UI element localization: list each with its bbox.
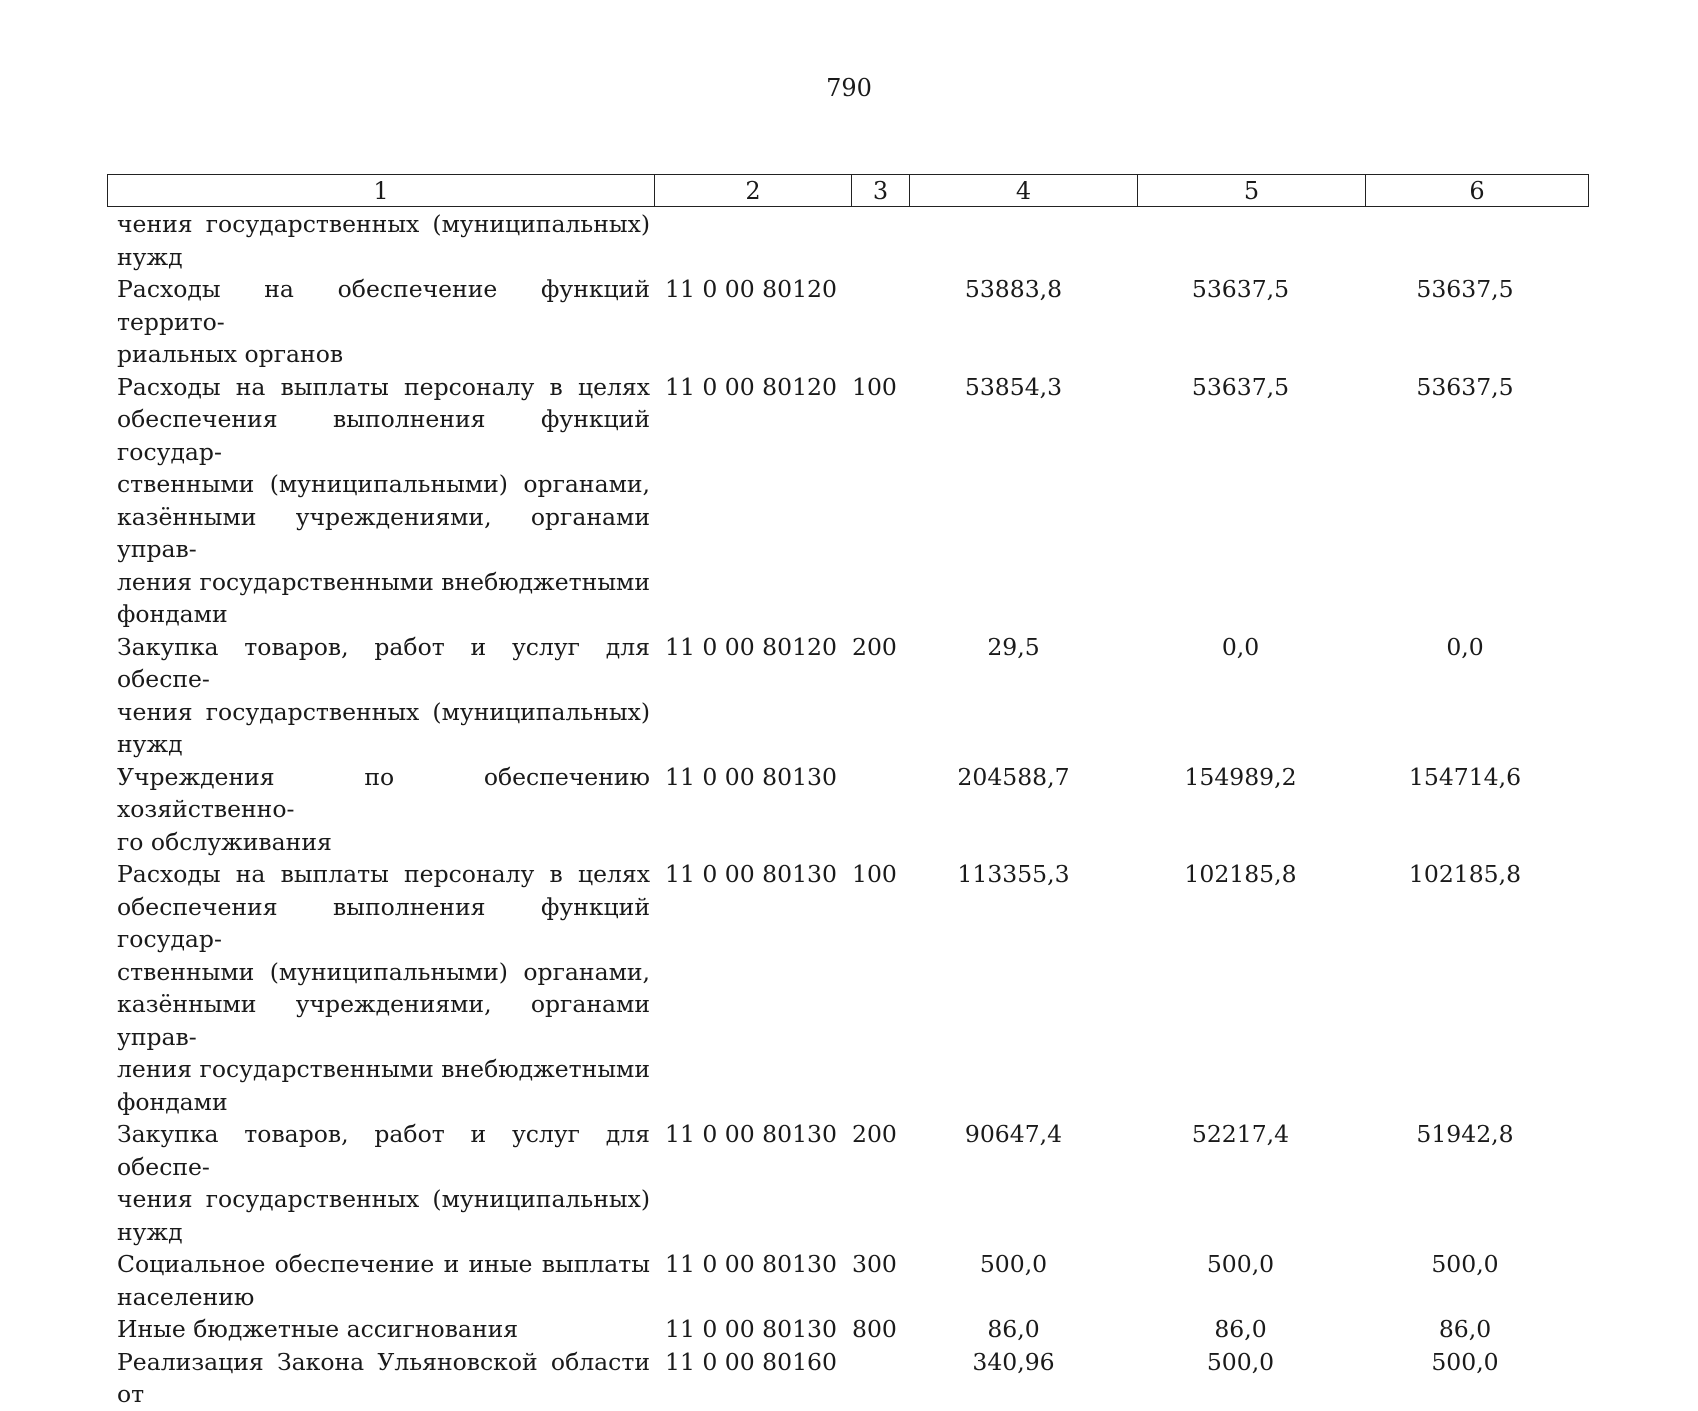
description-line: нужд <box>117 1217 183 1246</box>
description-line: фондами <box>117 600 228 628</box>
row-code: 11 0 00 80130 <box>665 1120 837 1148</box>
row-expense-type: 200 <box>852 1120 897 1148</box>
column-header-5: 5 <box>1138 175 1366 207</box>
description-line: Реализация Закона Ульяновской области от <box>117 1347 650 1408</box>
page-number: 790 <box>826 74 872 102</box>
column-header-4: 4 <box>910 175 1138 207</box>
description-line: обеспечения выполнения функций государ- <box>117 892 650 953</box>
row-code: 11 0 00 80120 <box>665 372 837 401</box>
table-row <box>107 761 1576 859</box>
description-line: чения государственных (муниципальных) <box>117 1185 650 1213</box>
description-line: ственными (муниципальными) органами, <box>117 470 650 498</box>
description-line: фондами <box>117 1087 228 1116</box>
row-expense-type: 200 <box>852 632 897 661</box>
row-value-col5: 0,0 <box>1221 632 1260 661</box>
description-line: населению <box>117 1282 255 1311</box>
row-value-col4: 53883,8 <box>964 275 1063 303</box>
row-value-col4 <box>900 208 1127 273</box>
row-value-col5: 154989,2 <box>1184 762 1297 791</box>
row-value-col5: 500,0 <box>1206 1347 1275 1376</box>
row-expense-type <box>843 761 900 859</box>
row-value-col6 <box>1354 208 1576 273</box>
column-header-2: 2 <box>655 175 852 207</box>
row-description <box>107 1248 650 1313</box>
description-line: чения государственных (муниципальных) <box>117 210 650 238</box>
row-expense-type: 100 <box>852 372 897 401</box>
row-code <box>650 208 843 273</box>
description-line: Социальное обеспечение и иные выплаты <box>117 1250 650 1278</box>
column-header-3: 3 <box>852 175 910 207</box>
row-description <box>107 631 650 761</box>
description-line: Расходы на выплаты персоналу в целях <box>117 372 650 401</box>
row-code: 11 0 00 80130 <box>665 1315 837 1343</box>
row-value-col4: 113355,3 <box>957 860 1070 888</box>
description-line: Закупка товаров, работ и услуг для обеспе- <box>117 1120 650 1181</box>
description-line: чения государственных (муниципальных) <box>117 697 650 726</box>
description-line: Расходы на выплаты персоналу в целях <box>117 860 650 888</box>
row-value-col4: 29,5 <box>987 632 1040 661</box>
description-line: нужд <box>117 242 183 271</box>
row-code: 11 0 00 80160 <box>665 1347 837 1376</box>
description-line: Закупка товаров, работ и услуг для обеспе- <box>117 632 650 693</box>
column-header-1: 1 <box>108 175 655 207</box>
description-line: го обслуживания <box>117 827 332 856</box>
column-header-row <box>108 175 1589 207</box>
row-expense-type <box>843 208 900 273</box>
row-expense-type <box>843 1346 900 1411</box>
row-description <box>107 371 650 631</box>
row-value-col5: 52217,4 <box>1191 1120 1290 1148</box>
row-value-col4: 204588,7 <box>957 762 1070 791</box>
row-expense-type: 100 <box>852 860 897 888</box>
row-code: 11 0 00 80120 <box>665 275 837 303</box>
budget-table-body <box>107 208 1576 1411</box>
row-value-col4: 86,0 <box>987 1315 1040 1343</box>
description-line: нужд <box>117 730 183 758</box>
row-code: 11 0 00 80130 <box>665 860 837 888</box>
row-expense-type: 800 <box>852 1315 897 1343</box>
row-value-col6: 53637,5 <box>1416 372 1514 401</box>
description-line: ственными (муниципальными) органами, <box>117 957 650 986</box>
description-line: риальных органов <box>117 340 344 368</box>
table-row <box>107 1346 1576 1411</box>
description-line: Иные бюджетные ассигнования <box>117 1315 519 1343</box>
row-expense-type: 300 <box>852 1250 897 1278</box>
description-line: обеспечения выполнения функций государ- <box>117 405 650 466</box>
description-line: казёнными учреждениями, органами управ- <box>117 502 650 563</box>
row-description <box>107 858 650 1118</box>
row-value-col4: 500,0 <box>979 1250 1048 1278</box>
row-description <box>107 761 650 859</box>
table-row <box>107 273 1576 371</box>
description-line: ления государственными внебюджетными <box>117 567 650 596</box>
description-line: казёнными учреждениями, органами управ- <box>117 990 650 1051</box>
row-code: 11 0 00 80130 <box>665 1250 837 1278</box>
row-value-col6: 86,0 <box>1438 1315 1492 1343</box>
row-description <box>107 1118 650 1248</box>
row-value-col4: 53854,3 <box>964 372 1063 401</box>
row-description <box>107 208 650 273</box>
row-description <box>107 1313 650 1346</box>
table-row <box>107 208 1576 273</box>
row-value-col5: 53637,5 <box>1191 372 1290 401</box>
row-value-col5: 500,0 <box>1206 1250 1275 1278</box>
row-value-col5: 86,0 <box>1214 1315 1267 1343</box>
table-row <box>107 631 1576 761</box>
description-line: Учреждения по обеспечению хозяйственно- <box>117 762 650 823</box>
row-code: 11 0 00 80120 <box>665 632 837 661</box>
row-value-col5 <box>1127 208 1354 273</box>
table-row <box>107 1313 1576 1346</box>
description-line: ления государственными внебюджетными <box>117 1055 650 1083</box>
row-value-col4: 340,96 <box>972 1347 1055 1376</box>
row-value-col6: 500,0 <box>1431 1250 1499 1278</box>
description-line: Расходы на обеспечение функций террито- <box>117 275 650 336</box>
row-value-col6: 102185,8 <box>1408 860 1522 888</box>
row-code: 11 0 00 80130 <box>665 762 837 791</box>
row-value-col5: 102185,8 <box>1184 860 1297 888</box>
row-value-col6: 51942,8 <box>1416 1120 1514 1148</box>
table-row <box>107 1248 1576 1313</box>
row-description <box>107 273 650 371</box>
table-row <box>107 1118 1576 1248</box>
row-value-col6: 0,0 <box>1446 632 1484 661</box>
row-value-col5: 53637,5 <box>1191 275 1290 303</box>
table-row <box>107 371 1576 631</box>
row-value-col6: 53637,5 <box>1416 275 1514 303</box>
table-row <box>107 858 1576 1118</box>
row-value-col4: 90647,4 <box>964 1120 1063 1148</box>
row-expense-type <box>843 273 900 371</box>
row-value-col6: 500,0 <box>1431 1347 1499 1376</box>
row-value-col6: 154714,6 <box>1408 762 1522 791</box>
column-header-table <box>107 174 1589 207</box>
row-description <box>107 1346 650 1411</box>
column-header-6: 6 <box>1366 175 1589 207</box>
